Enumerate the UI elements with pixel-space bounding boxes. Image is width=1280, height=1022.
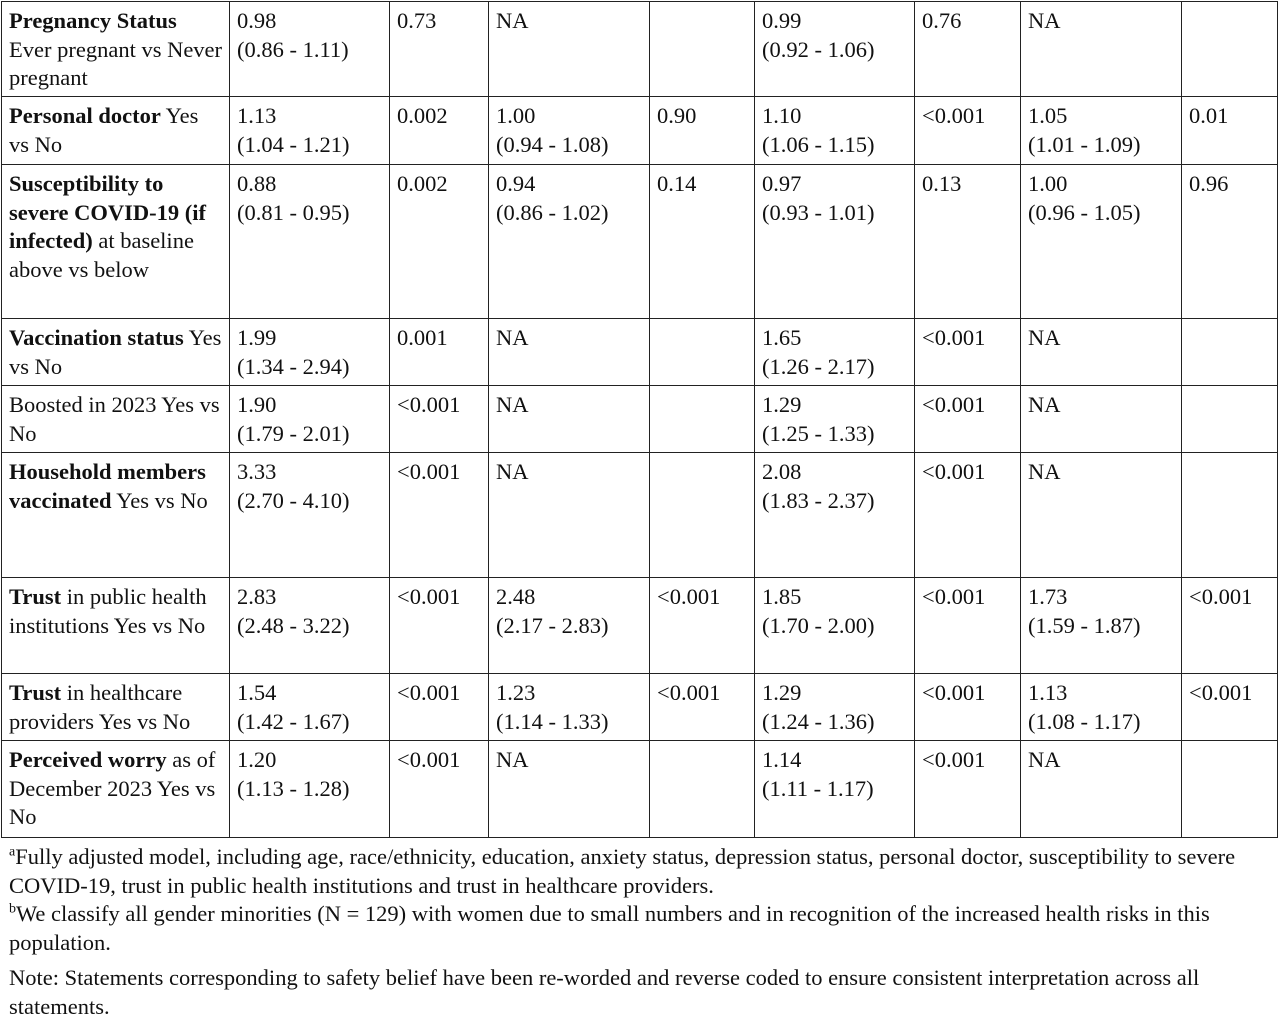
table-row — [2, 674, 1278, 741]
table-cell — [489, 165, 650, 319]
table-cell — [915, 2, 1021, 97]
cell-estimate: <0.001 — [397, 747, 461, 772]
table-cell — [489, 2, 650, 97]
table-cell — [915, 741, 1021, 838]
cell-estimate: NA — [496, 747, 529, 772]
table-cell — [650, 674, 755, 741]
table-cell — [1021, 165, 1182, 319]
row-label-bold: Trust — [9, 584, 62, 609]
table-cell — [650, 453, 755, 578]
cell-estimate: 0.002 — [397, 103, 448, 128]
cell-estimate: 1.13 — [1028, 680, 1068, 705]
cell-estimate: 1.10 — [762, 103, 802, 128]
cell-estimate: <0.001 — [922, 747, 986, 772]
cell-confidence-interval: (1.14 - 1.33) — [496, 708, 609, 734]
cell-confidence-interval: (2.17 - 2.83) — [496, 612, 609, 638]
cell-estimate: 1.23 — [496, 680, 536, 705]
table-cell — [489, 386, 650, 453]
cell-estimate: <0.001 — [657, 584, 721, 609]
cell-estimate: 0.002 — [397, 171, 448, 196]
table-cell — [915, 165, 1021, 319]
cell-estimate: <0.001 — [397, 680, 461, 705]
cell-confidence-interval: (1.24 - 1.36) — [762, 708, 875, 734]
table-cell — [1182, 453, 1278, 578]
cell-confidence-interval: (0.86 - 1.02) — [496, 199, 609, 225]
row-label-text: Yes vs No — [9, 103, 199, 157]
cell-estimate: <0.001 — [922, 392, 986, 417]
table-cell — [915, 97, 1021, 165]
row-label-cell — [2, 578, 230, 674]
cell-estimate: 0.73 — [397, 8, 437, 33]
cell-confidence-interval: (0.81 - 0.95) — [237, 199, 350, 225]
cell-confidence-interval: (1.13 - 1.28) — [237, 775, 350, 801]
footnote-a-marker: a — [9, 844, 16, 860]
row-label-cell — [2, 165, 230, 319]
table-cell — [1182, 97, 1278, 165]
cell-confidence-interval: (0.92 - 1.06) — [762, 36, 875, 62]
table-cell — [650, 165, 755, 319]
cell-estimate: 1.14 — [762, 747, 802, 772]
row-label-bold: Trust — [9, 680, 62, 705]
cell-confidence-interval: (0.94 - 1.08) — [496, 131, 609, 157]
cell-confidence-interval: (1.34 - 2.94) — [237, 353, 350, 379]
cell-estimate: 1.13 — [237, 103, 277, 128]
table-cell — [755, 578, 915, 674]
footnote-b-marker: b — [9, 901, 16, 917]
cell-estimate: <0.001 — [657, 680, 721, 705]
row-label-bold: Vaccination status — [9, 325, 184, 350]
cell-estimate: <0.001 — [397, 392, 461, 417]
table-cell — [1021, 578, 1182, 674]
table-cell — [230, 386, 390, 453]
table-cell — [390, 453, 489, 578]
cell-estimate: 0.98 — [237, 8, 277, 33]
table-cell — [489, 97, 650, 165]
cell-estimate: 1.20 — [237, 747, 277, 772]
table-cell — [755, 97, 915, 165]
table-cell — [1021, 386, 1182, 453]
row-label-cell — [2, 453, 230, 578]
cell-estimate: 0.96 — [1189, 171, 1229, 196]
cell-confidence-interval: (1.42 - 1.67) — [237, 708, 350, 734]
table-cell — [1021, 2, 1182, 97]
cell-estimate: <0.001 — [397, 584, 461, 609]
cell-estimate: <0.001 — [922, 459, 986, 484]
cell-estimate: 0.13 — [922, 171, 962, 196]
table-cell — [230, 97, 390, 165]
cell-estimate: NA — [1028, 325, 1061, 350]
table-cell — [1021, 453, 1182, 578]
row-label-cell — [2, 741, 230, 838]
cell-estimate: 1.00 — [496, 103, 536, 128]
cell-estimate: 2.48 — [496, 584, 536, 609]
cell-estimate: 1.73 — [1028, 584, 1068, 609]
table-row — [2, 97, 1278, 165]
table-cell — [390, 97, 489, 165]
footnote-b — [9, 900, 1274, 957]
cell-estimate: <0.001 — [922, 680, 986, 705]
cell-estimate: <0.001 — [397, 459, 461, 484]
footnotes — [9, 843, 1274, 1022]
table-row — [2, 2, 1278, 97]
cell-confidence-interval: (2.48 - 3.22) — [237, 612, 350, 638]
cell-estimate: 1.90 — [237, 392, 277, 417]
cell-estimate: <0.001 — [922, 325, 986, 350]
cell-confidence-interval: (1.11 - 1.17) — [762, 775, 874, 801]
cell-estimate: 0.88 — [237, 171, 277, 196]
cell-confidence-interval: (1.59 - 1.87) — [1028, 612, 1141, 638]
table-row — [2, 741, 1278, 838]
cell-confidence-interval: (2.70 - 4.10) — [237, 487, 350, 513]
cell-estimate: NA — [1028, 747, 1061, 772]
cell-estimate: 1.05 — [1028, 103, 1068, 128]
table-cell — [489, 674, 650, 741]
footnote-a — [9, 843, 1274, 900]
cell-estimate: NA — [496, 392, 529, 417]
table-row — [2, 386, 1278, 453]
cell-estimate: NA — [496, 325, 529, 350]
cell-estimate: <0.001 — [922, 103, 986, 128]
cell-confidence-interval: (1.26 - 2.17) — [762, 353, 875, 379]
table-row — [2, 319, 1278, 386]
row-label-text: as of December 2023 Yes vs No — [9, 747, 216, 830]
table-cell — [915, 578, 1021, 674]
table-cell — [230, 2, 390, 97]
table-cell — [1182, 578, 1278, 674]
table-cell — [650, 386, 755, 453]
cell-estimate: 1.65 — [762, 325, 802, 350]
cell-estimate: NA — [1028, 392, 1061, 417]
row-label-bold: Personal doctor — [9, 103, 161, 128]
cell-estimate: <0.001 — [922, 584, 986, 609]
cell-estimate: NA — [1028, 459, 1061, 484]
table-cell — [915, 674, 1021, 741]
table-cell — [489, 741, 650, 838]
footnote-a-text: Fully adjusted model, including age, race/ethnicity, education, anxiety status, depression status, personal doctor, susceptibility to severe COVID-19, trust in public health institutions and trust in healthcare providers. — [9, 844, 1236, 898]
table-cell — [1021, 319, 1182, 386]
cell-estimate: 1.00 — [1028, 171, 1068, 196]
row-label-cell — [2, 97, 230, 165]
table-cell — [1021, 97, 1182, 165]
table-cell — [650, 741, 755, 838]
table-cell — [650, 97, 755, 165]
cell-confidence-interval: (0.93 - 1.01) — [762, 199, 875, 225]
table-cell — [755, 674, 915, 741]
table-cell — [1182, 165, 1278, 319]
row-label-bold: Perceived worry — [9, 747, 167, 772]
table-cell — [390, 2, 489, 97]
row-label-bold: Pregnancy Status — [9, 8, 177, 33]
row-label-cell — [2, 386, 230, 453]
table-cell — [650, 578, 755, 674]
cell-estimate: 1.54 — [237, 680, 277, 705]
cell-estimate: <0.001 — [1189, 680, 1253, 705]
cell-estimate: 1.29 — [762, 680, 802, 705]
table-cell — [390, 674, 489, 741]
cell-estimate: 2.08 — [762, 459, 802, 484]
cell-estimate: NA — [496, 8, 529, 33]
table-cell — [1182, 386, 1278, 453]
table-cell — [390, 386, 489, 453]
table-cell — [230, 165, 390, 319]
cell-estimate: 1.85 — [762, 584, 802, 609]
cell-estimate: 0.90 — [657, 103, 697, 128]
table-cell — [1021, 741, 1182, 838]
cell-estimate: 0.97 — [762, 171, 802, 196]
cell-confidence-interval: (1.06 - 1.15) — [762, 131, 875, 157]
results-table-body — [2, 2, 1278, 838]
cell-confidence-interval: (0.86 - 1.11) — [237, 36, 349, 62]
cell-confidence-interval: (1.25 - 1.33) — [762, 420, 875, 446]
table-row — [2, 453, 1278, 578]
table-cell — [755, 2, 915, 97]
row-label-text: in healthcare providers Yes vs No — [9, 680, 191, 734]
row-label-cell — [2, 2, 230, 97]
row-label-text: Yes vs No — [9, 325, 222, 379]
cell-confidence-interval: (1.83 - 2.37) — [762, 487, 875, 513]
footnote-b-text: We classify all gender minorities (N = 129) with women due to small numbers and in recognition of the increased health risks in this population. — [9, 901, 1210, 955]
table-cell — [390, 578, 489, 674]
cell-estimate: 0.94 — [496, 171, 536, 196]
table-cell — [230, 319, 390, 386]
table-cell — [230, 453, 390, 578]
cell-estimate: NA — [496, 459, 529, 484]
cell-estimate: 0.01 — [1189, 103, 1229, 128]
row-label-bold: Household members vaccinated — [9, 459, 206, 513]
table-cell — [1021, 674, 1182, 741]
table-row — [2, 578, 1278, 674]
row-label-text: Ever pregnant vs Never pregnant — [9, 36, 223, 91]
cell-estimate: 0.14 — [657, 171, 697, 196]
table-cell — [390, 319, 489, 386]
row-label-cell — [2, 319, 230, 386]
row-label-bold: Susceptibility to severe COVID-19 (if infected) — [9, 171, 207, 254]
table-cell — [1182, 319, 1278, 386]
cell-confidence-interval: (1.70 - 2.00) — [762, 612, 875, 638]
table-cell — [755, 165, 915, 319]
cell-confidence-interval: (1.01 - 1.09) — [1028, 131, 1141, 157]
table-cell — [230, 674, 390, 741]
table-cell — [230, 741, 390, 838]
cell-estimate: NA — [1028, 8, 1061, 33]
table-cell — [390, 741, 489, 838]
results-table — [1, 1, 1278, 838]
cell-estimate: 0.76 — [922, 8, 962, 33]
table-cell — [915, 319, 1021, 386]
cell-estimate: 1.99 — [237, 325, 277, 350]
cell-estimate: 3.33 — [237, 459, 277, 484]
table-cell — [915, 386, 1021, 453]
row-label-text: at baseline above vs below — [9, 228, 194, 282]
cell-confidence-interval: (1.04 - 1.21) — [237, 131, 350, 157]
cell-estimate: 2.83 — [237, 584, 277, 609]
table-cell — [489, 578, 650, 674]
row-label-text: Yes vs No — [111, 487, 208, 513]
row-label-cell — [2, 674, 230, 741]
table-cell — [489, 453, 650, 578]
cell-estimate: 0.99 — [762, 8, 802, 33]
cell-estimate: 0.001 — [397, 325, 448, 350]
cell-confidence-interval: (0.96 - 1.05) — [1028, 199, 1141, 225]
table-cell — [390, 165, 489, 319]
table-row — [2, 165, 1278, 319]
table-cell — [1182, 674, 1278, 741]
table-cell — [755, 386, 915, 453]
table-note: Note: Statements corresponding to safety belief have been re-worded and reverse coded to ensure consistent interpretation across all statements. — [9, 965, 1200, 1019]
table-cell — [755, 741, 915, 838]
table-cell — [915, 453, 1021, 578]
row-label-text: Boosted in 2023 Yes vs No — [9, 392, 220, 446]
table-cell — [1182, 741, 1278, 838]
cell-estimate: <0.001 — [1189, 584, 1253, 609]
table-cell — [1182, 2, 1278, 97]
table-cell — [650, 2, 755, 97]
row-label-text: in public health institutions Yes vs No — [9, 584, 207, 638]
table-cell — [755, 453, 915, 578]
cell-confidence-interval: (1.79 - 2.01) — [237, 420, 350, 446]
table-cell — [489, 319, 650, 386]
cell-estimate: 1.29 — [762, 392, 802, 417]
table-cell — [230, 578, 390, 674]
cell-confidence-interval: (1.08 - 1.17) — [1028, 708, 1141, 734]
table-cell — [755, 319, 915, 386]
table-cell — [650, 319, 755, 386]
